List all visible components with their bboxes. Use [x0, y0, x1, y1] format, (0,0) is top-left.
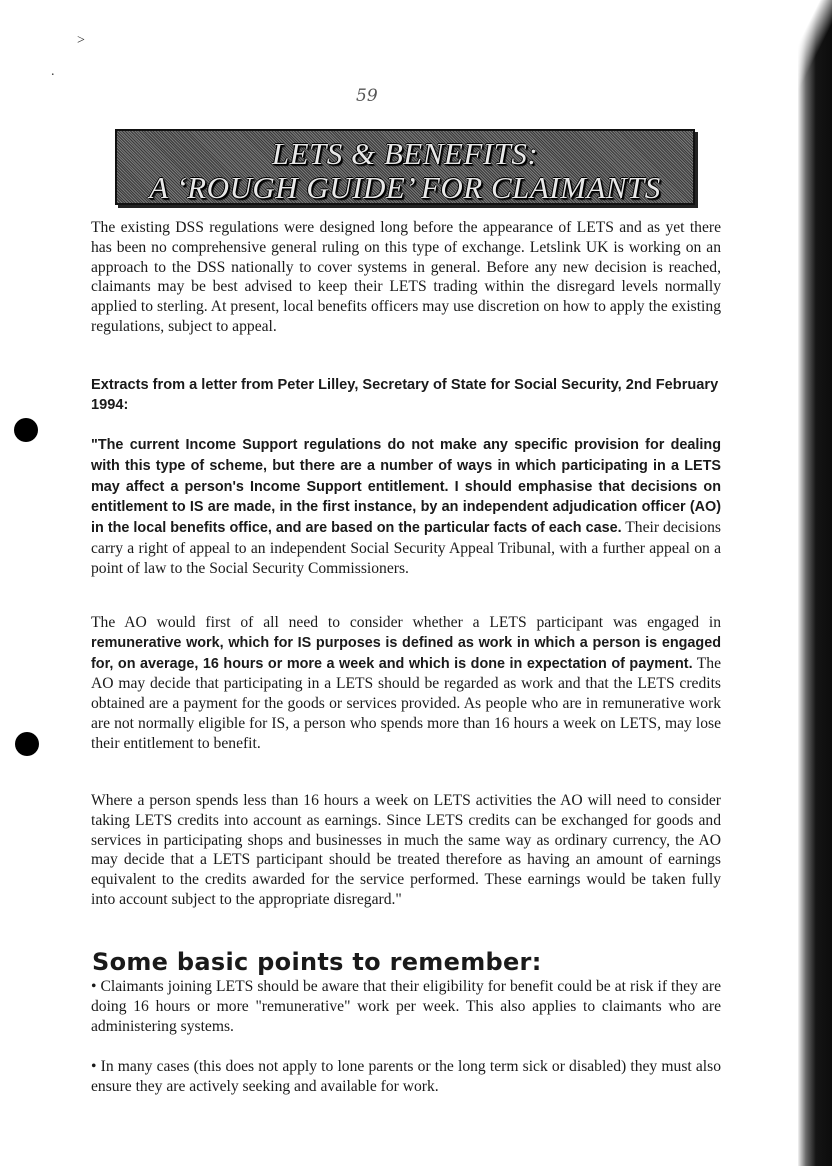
less-hours-paragraph: Where a person spends less than 16 hours a week on LETS activities the AO will need to consider taking LETS credits into account as earnings. Since LETS credits can be exchanged for goods and services in participating shops and businesses in much the same way as ordinary currency, the AO may decide that a LETS participant should be treated therefore as having an amount of earnings equivalent to the credits awarded for the service performed. These earnings would be taken fully into account subject to the appropriate disregard." — [91, 792, 721, 908]
punch-hole-lower — [15, 732, 39, 756]
extracts-heading: Extracts from a letter from Peter Lilley, Secretary of State for Social Security, 2nd February 1994: — [91, 377, 719, 413]
scan-edge-shadow — [798, 0, 832, 1166]
letter-paragraph — [91, 435, 721, 579]
stray-mark-chevron: > — [77, 33, 85, 48]
stray-mark-dot: . — [51, 64, 55, 79]
point-item-1: • Claimants joining LETS should be aware that their eligibility for benefit could be at risk if they are doing 16 hours or more "remunerative" work per week. This also applies to claimants who are administering systems. — [91, 978, 721, 1035]
page-number: 59 — [356, 86, 378, 106]
intro-paragraph: The existing DSS regulations were designed long before the appearance of LETS and as yet there has been no comprehensive general ruling on this type of exchange. Letslink UK is working on an approach to the DSS nationally to cover systems in general. Before any new decision is reached, claimants may be best advised to keep their LETS trading within the disregard levels normally applied to sterling. At present, local benefits officers may use discretion on how to apply the existing regulations, subject to appeal. — [91, 219, 721, 335]
points-heading: Some basic points to remember: — [92, 948, 542, 976]
ao-text-part2: The AO may decide that participating in a LETS should be regarded as work and that the LETS credits obtained are a payment for the goods or services provided. As people who are in remunerative work are not normally eligible for IS, a person who spends more than 16 hours a week on LETS, may lose their entitlement to benefit. — [91, 654, 721, 752]
ao-paragraph — [91, 613, 721, 754]
punch-hole-upper — [14, 418, 38, 442]
scan-edge-corner — [772, 0, 832, 120]
title-line-2: A ‘ROUGH GUIDE’ FOR CLAIMANTS — [149, 170, 661, 205]
title-banner — [115, 129, 695, 205]
letter-normal-text: Their decisions carry a right of appeal to an independent Social Security Appeal Tribunal, with a further appeal on a point of law to the Social Security Commissioners. — [91, 519, 721, 577]
title-line-1: LETS & BENEFITS: — [271, 136, 539, 171]
ao-bold-text: remunerative work, which for IS purposes is defined as work in which a person is engaged for, on average, 16 hours or more a week and which is done in expectation of payment. — [91, 634, 721, 672]
letter-bold-text: "The current Income Support regulations do not make any specific provision for dealing with this type of scheme, but there are a number of ways in which participating in a LETS may affect a person's Income Support entitlement. I should emphasise that decisions on entitlement to IS are made, in the first instance, by an independent adjudication officer (AO) in the local benefits office, and are based on the particular facts of each case. — [91, 437, 721, 537]
point-item-2: • In many cases (this does not apply to lone parents or the long term sick or disabled) they must also ensure they are actively seeking and available for work. — [91, 1058, 721, 1095]
ao-text-part1: The AO would first of all need to consider whether a LETS participant was engaged in — [91, 614, 721, 631]
